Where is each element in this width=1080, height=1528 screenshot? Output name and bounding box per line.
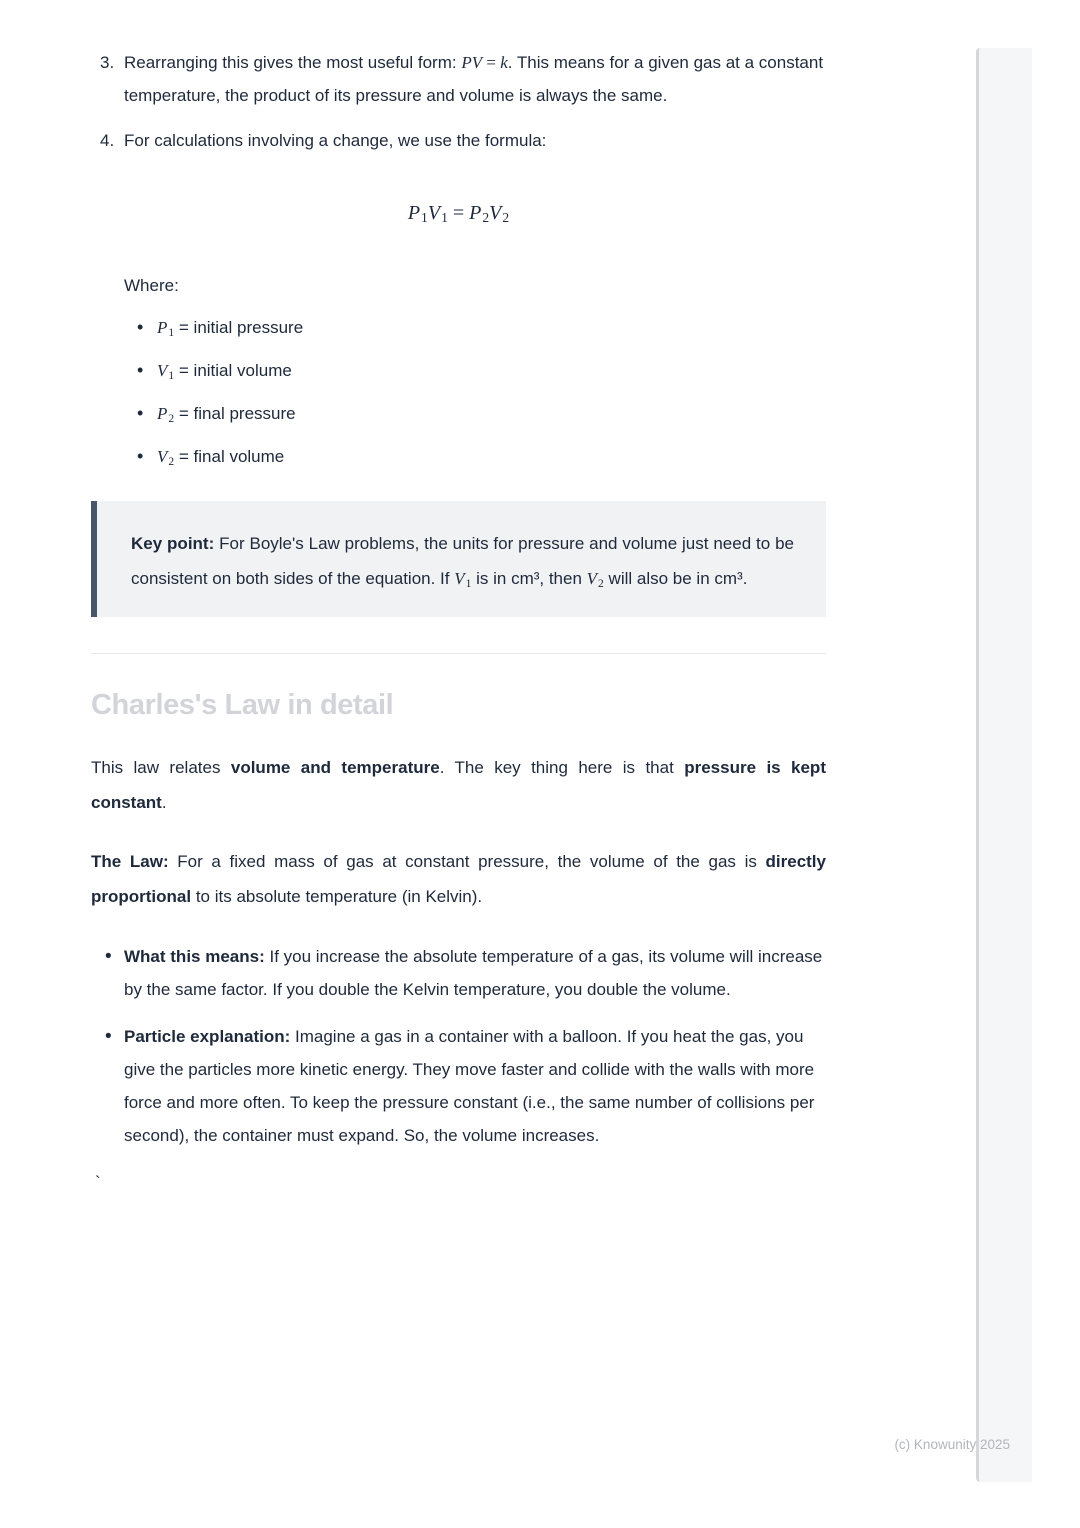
list-item-text: Rearranging this gives the most useful form: PV = k. This means for a given gas at a constant temperature, the product of its pressure and volume is always the same.	[124, 53, 824, 105]
bullet-list	[91, 940, 826, 1152]
paragraph: This law relates volume and temperature. The key thing here is that pressure is kept constant.	[91, 758, 826, 812]
bullet-icon: •	[105, 1026, 112, 1047]
document-content	[91, 46, 826, 1199]
list-item	[91, 440, 826, 473]
bullet-icon: •	[137, 317, 144, 337]
list-item-number: 4.	[100, 131, 115, 150]
list-item	[91, 397, 826, 430]
where-list	[91, 311, 826, 473]
key-point-callout	[91, 501, 826, 617]
bullet-icon: •	[137, 360, 144, 380]
ordered-list	[91, 46, 826, 157]
list-item-text: What this means: If you increase the absolute temperature of a gas, its volume will increase by the same factor. If you double the Kelvin temperature, you double the volume.	[124, 947, 823, 999]
bullet-icon: •	[137, 446, 144, 466]
list-item-text: For calculations involving a change, we use the formula:	[124, 131, 547, 150]
list-item-text: $P_1$ = initial pressure	[157, 318, 304, 339]
section-heading: Charles's Law in detail	[91, 689, 394, 721]
copyright-footer: (c) Knowunity 2025	[894, 1437, 1010, 1452]
stray-backtick: `	[95, 1173, 101, 1192]
list-item	[91, 311, 826, 344]
list-item-text: $P_2$ = final pressure	[157, 404, 296, 425]
list-item-text: $V_2$ = final volume	[157, 447, 285, 468]
key-point-text: Key point: For Boyle's Law problems, the units for pressure and volume just need to be consistent on both sides of the equation. If $V_1$ is in cm³, then $V_2$ will also be in cm³.	[131, 534, 794, 590]
bullet-icon: •	[105, 946, 112, 967]
paragraph: The Law: For a fixed mass of gas at constant pressure, the volume of the gas is directly proportional to its absolute temperature (in Kelvin).	[91, 852, 826, 906]
display-formula: $P_1V_1 = P_2V_2$	[407, 202, 510, 226]
bullet-icon: •	[137, 403, 144, 423]
where-label: Where:	[124, 276, 179, 295]
section-divider	[91, 653, 826, 654]
list-item	[91, 1020, 826, 1152]
scrollbar-track[interactable]	[976, 48, 1032, 1482]
list-item-number: 3.	[100, 53, 115, 72]
list-item	[91, 124, 826, 157]
list-item	[91, 46, 826, 112]
list-item	[91, 940, 826, 1006]
list-item-text: Particle explanation: Imagine a gas in a container with a balloon. If you heat the gas, you give the particles more kinetic energy. They move faster and collide with the walls with more force and more often. To keep the pressure constant (i.e., the same number of collisions per second), the container must expand. So, the volume increases.	[124, 1027, 815, 1145]
list-item-text: $V_1$ = initial volume	[157, 361, 292, 382]
list-item	[91, 354, 826, 387]
